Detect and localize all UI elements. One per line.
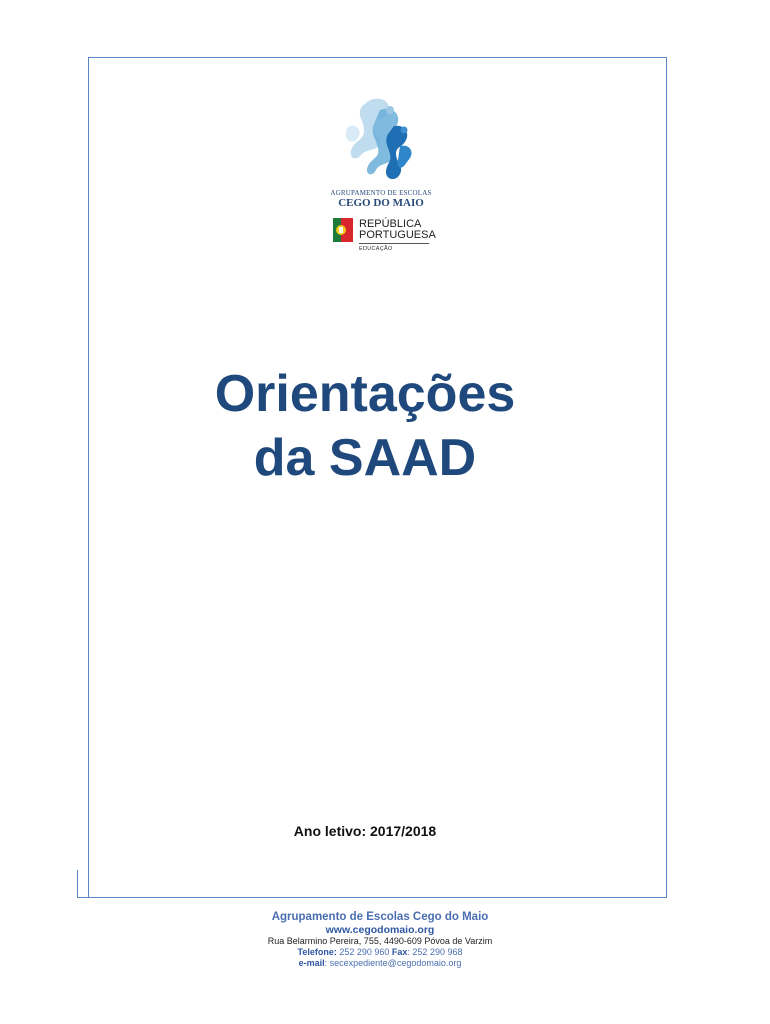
republica-line2: PORTUGUESA <box>359 229 436 241</box>
republica-line1: REPÚBLICA <box>359 218 422 230</box>
school-name-line2: CEGO DO MAIO <box>338 197 424 209</box>
email-label: e-mail <box>298 958 325 968</box>
phone-value: 252 290 960 <box>336 947 392 957</box>
title-line1: Orientações <box>214 365 516 423</box>
footer-org: Agrupamento de Escolas Cego do Maio <box>271 911 489 923</box>
footer-phone <box>180 947 580 958</box>
footer <box>180 911 580 969</box>
page-border-corner-bottom <box>77 897 89 898</box>
footer-website-link[interactable]: www.cegodomaio.org <box>325 924 435 936</box>
phone-label: Telefone: <box>297 947 337 957</box>
footer-address: Rua Belarmino Pereira, 755, 4490-609 Póvoa de Varzim <box>267 936 493 946</box>
document-title <box>100 362 630 490</box>
page-border-corner <box>77 870 78 898</box>
title-line2: da SAAD <box>253 429 477 487</box>
footer-email <box>180 958 580 969</box>
school-name-line1: AGRUPAMENTO DE ESCOLAS <box>330 189 432 197</box>
republica-divider <box>359 243 429 244</box>
fax-label: Fax <box>391 947 408 957</box>
republica-ministry: EDUCAÇÃO <box>359 246 393 252</box>
fax-value: : 252 290 968 <box>407 947 463 957</box>
republica-emblem-icon <box>333 218 353 242</box>
school-year: Ano letivo: 2017/2018 <box>293 823 437 839</box>
school-logo-icon <box>330 96 430 188</box>
email-value[interactable]: : secexpediente@cegodomaio.org <box>324 958 462 968</box>
